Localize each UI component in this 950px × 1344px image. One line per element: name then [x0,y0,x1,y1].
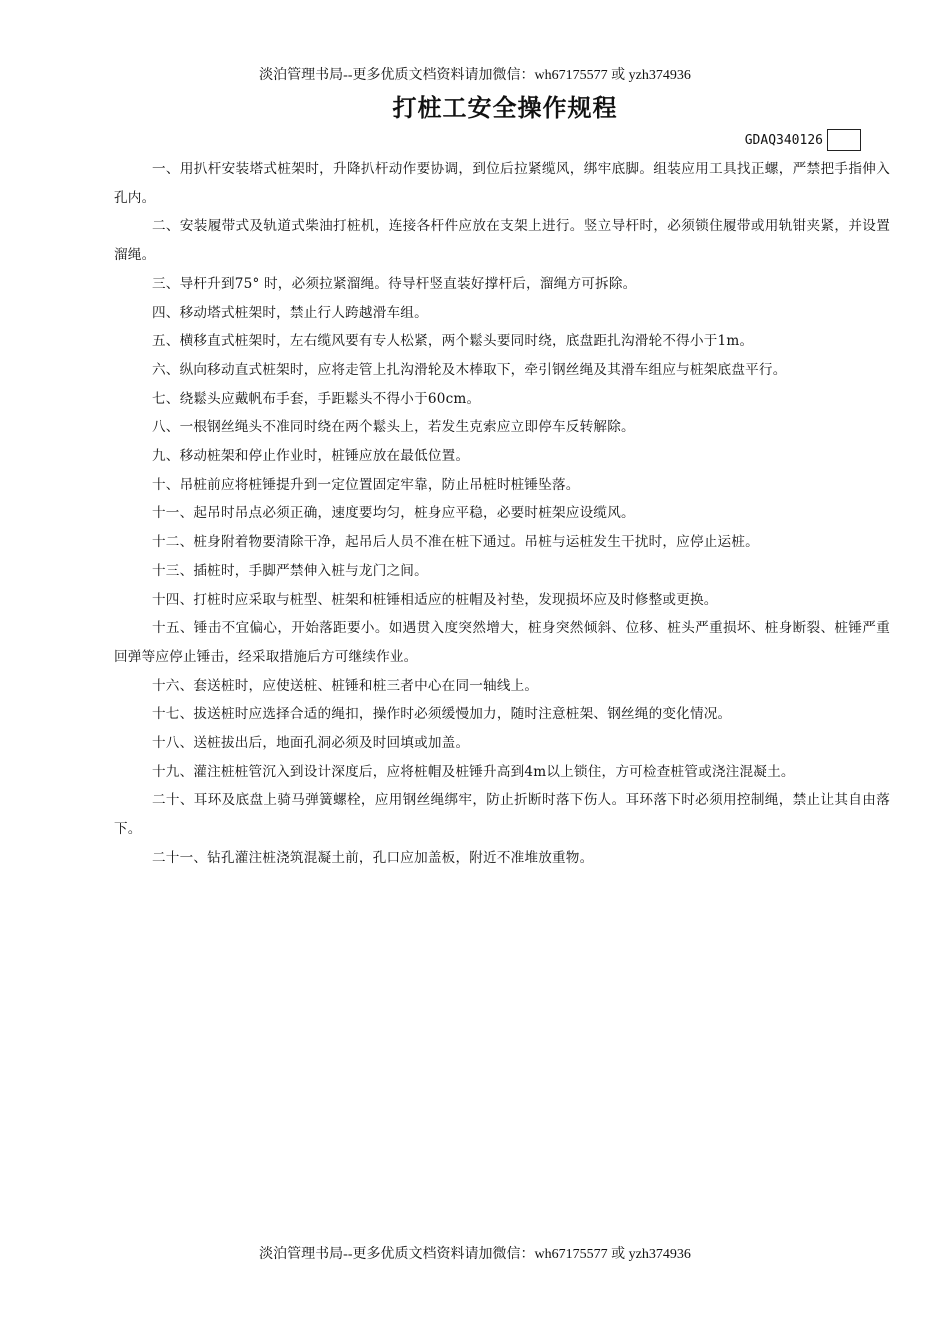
rule-item: 一、用扒杆安装塔式桩架时，升降扒杆动作要协调，到位后拉紧缆风，绑牢底脚。组装应用工具找正螺，严禁把手指伸入孔内。 [114,161,890,206]
rule-item: 五、横移直式桩架时，左右缆风要有专人松紧，两个鬆头要同时绕，底盘距扎沟滑轮不得小于1m。 [152,333,754,350]
rule-item: 十七、拔送桩时应选择合适的绳扣，操作时必须缓慢加力，随时注意桩架、钢丝绳的变化情况。 [152,706,732,723]
rule-item: 十三、插桩时，手脚严禁伸入桩与龙门之间。 [152,562,428,579]
rule-item: 十八、送桩拔出后，地面孔洞必须及时回填或加盖。 [152,735,470,752]
page-title: 打桩工安全操作规程 [392,94,618,122]
rule-item: 二、安装履带式及轨道式柴油打桩机，连接各杆件应放在支架上进行。竖立导杆时，必须锁住履带或用轨钳夹紧，并设置溜绳。 [114,218,890,264]
rule-item: 十六、套送桩时，应使送桩、桩锤和桩三者中心在同一轴线上。 [152,677,539,694]
rule-item: 六、纵向移动直式桩架时，应将走管上扎沟滑轮及木棒取下，牵引钢丝绳及其滑车组应与桩架底盘平行。 [152,361,787,378]
rule-item: 二十一、钻孔灌注桩浇筑混凝土前，孔口应加盖板，附近不准堆放重物。 [152,849,594,866]
rule-item: 九、移动桩架和停止作业时，桩锤应放在最低位置。 [152,448,470,465]
rule-item: 十、吊桩前应将桩锤提升到一定位置固定牢靠，防止吊桩时桩锤坠落。 [152,476,580,493]
rule-item: 十五、锤击不宜偏心，开始落距要小。如遇贯入度突然增大，桩身突然倾斜、位移、桩头严重损坏、桩身断裂、桩锤严重回弹等应停止锤击，经采取措施后方可继续作业。 [114,620,890,665]
document-code-text: GDAQ340126 [744,132,823,148]
rules-list [114,155,890,873]
footer-note: 淡泊管理书局--更多优质文档资料请加微信：wh67175577 或 yzh374936 [259,1247,691,1262]
rule-item: 二十、耳环及底盘上骑马弹簧螺栓，应用钢丝绳绑牢，防止折断时落下伤人。耳环落下时必须用控制绳，禁止让其自由落下。 [114,792,890,838]
code-box [827,129,861,151]
rule-item: 四、移动塔式桩架时，禁止行人跨越滑车组。 [152,304,428,321]
rule-item: 八、一根钢丝绳头不准同时绕在两个鬆头上，若发生克索应立即停车反转解除。 [152,419,635,436]
header-note: 淡泊管理书局--更多优质文档资料请加微信：wh67175577 或 yzh374936 [259,68,691,83]
rule-item: 十一、起吊时吊点必须正确，速度要均匀，桩身应平稳，必要时桩架应设缆风。 [152,505,635,522]
rule-item: 七、绕鬆头应戴帆布手套，手距鬆头不得小于60cm。 [152,390,481,407]
rule-item: 三、导杆升到75° 时，必须拉紧溜绳。待导杆竖直装好撑杆后，溜绳方可拆除。 [152,275,637,292]
rule-item: 十四、打桩时应采取与桩型、桩架和桩锤相适应的桩帽及衬垫，发现损坏应及时修整或更换。 [152,591,718,608]
rule-item: 十九、灌注桩桩管沉入到设计深度后，应将桩帽及桩锤升高到4m以上锁住，方可检查桩管或浇注混凝土。 [152,763,795,780]
rule-item: 十二、桩身附着物要清除干净，起吊后人员不准在桩下通过。吊桩与运桩发生干扰时，应停止运桩。 [152,534,759,551]
document-code [745,129,861,151]
